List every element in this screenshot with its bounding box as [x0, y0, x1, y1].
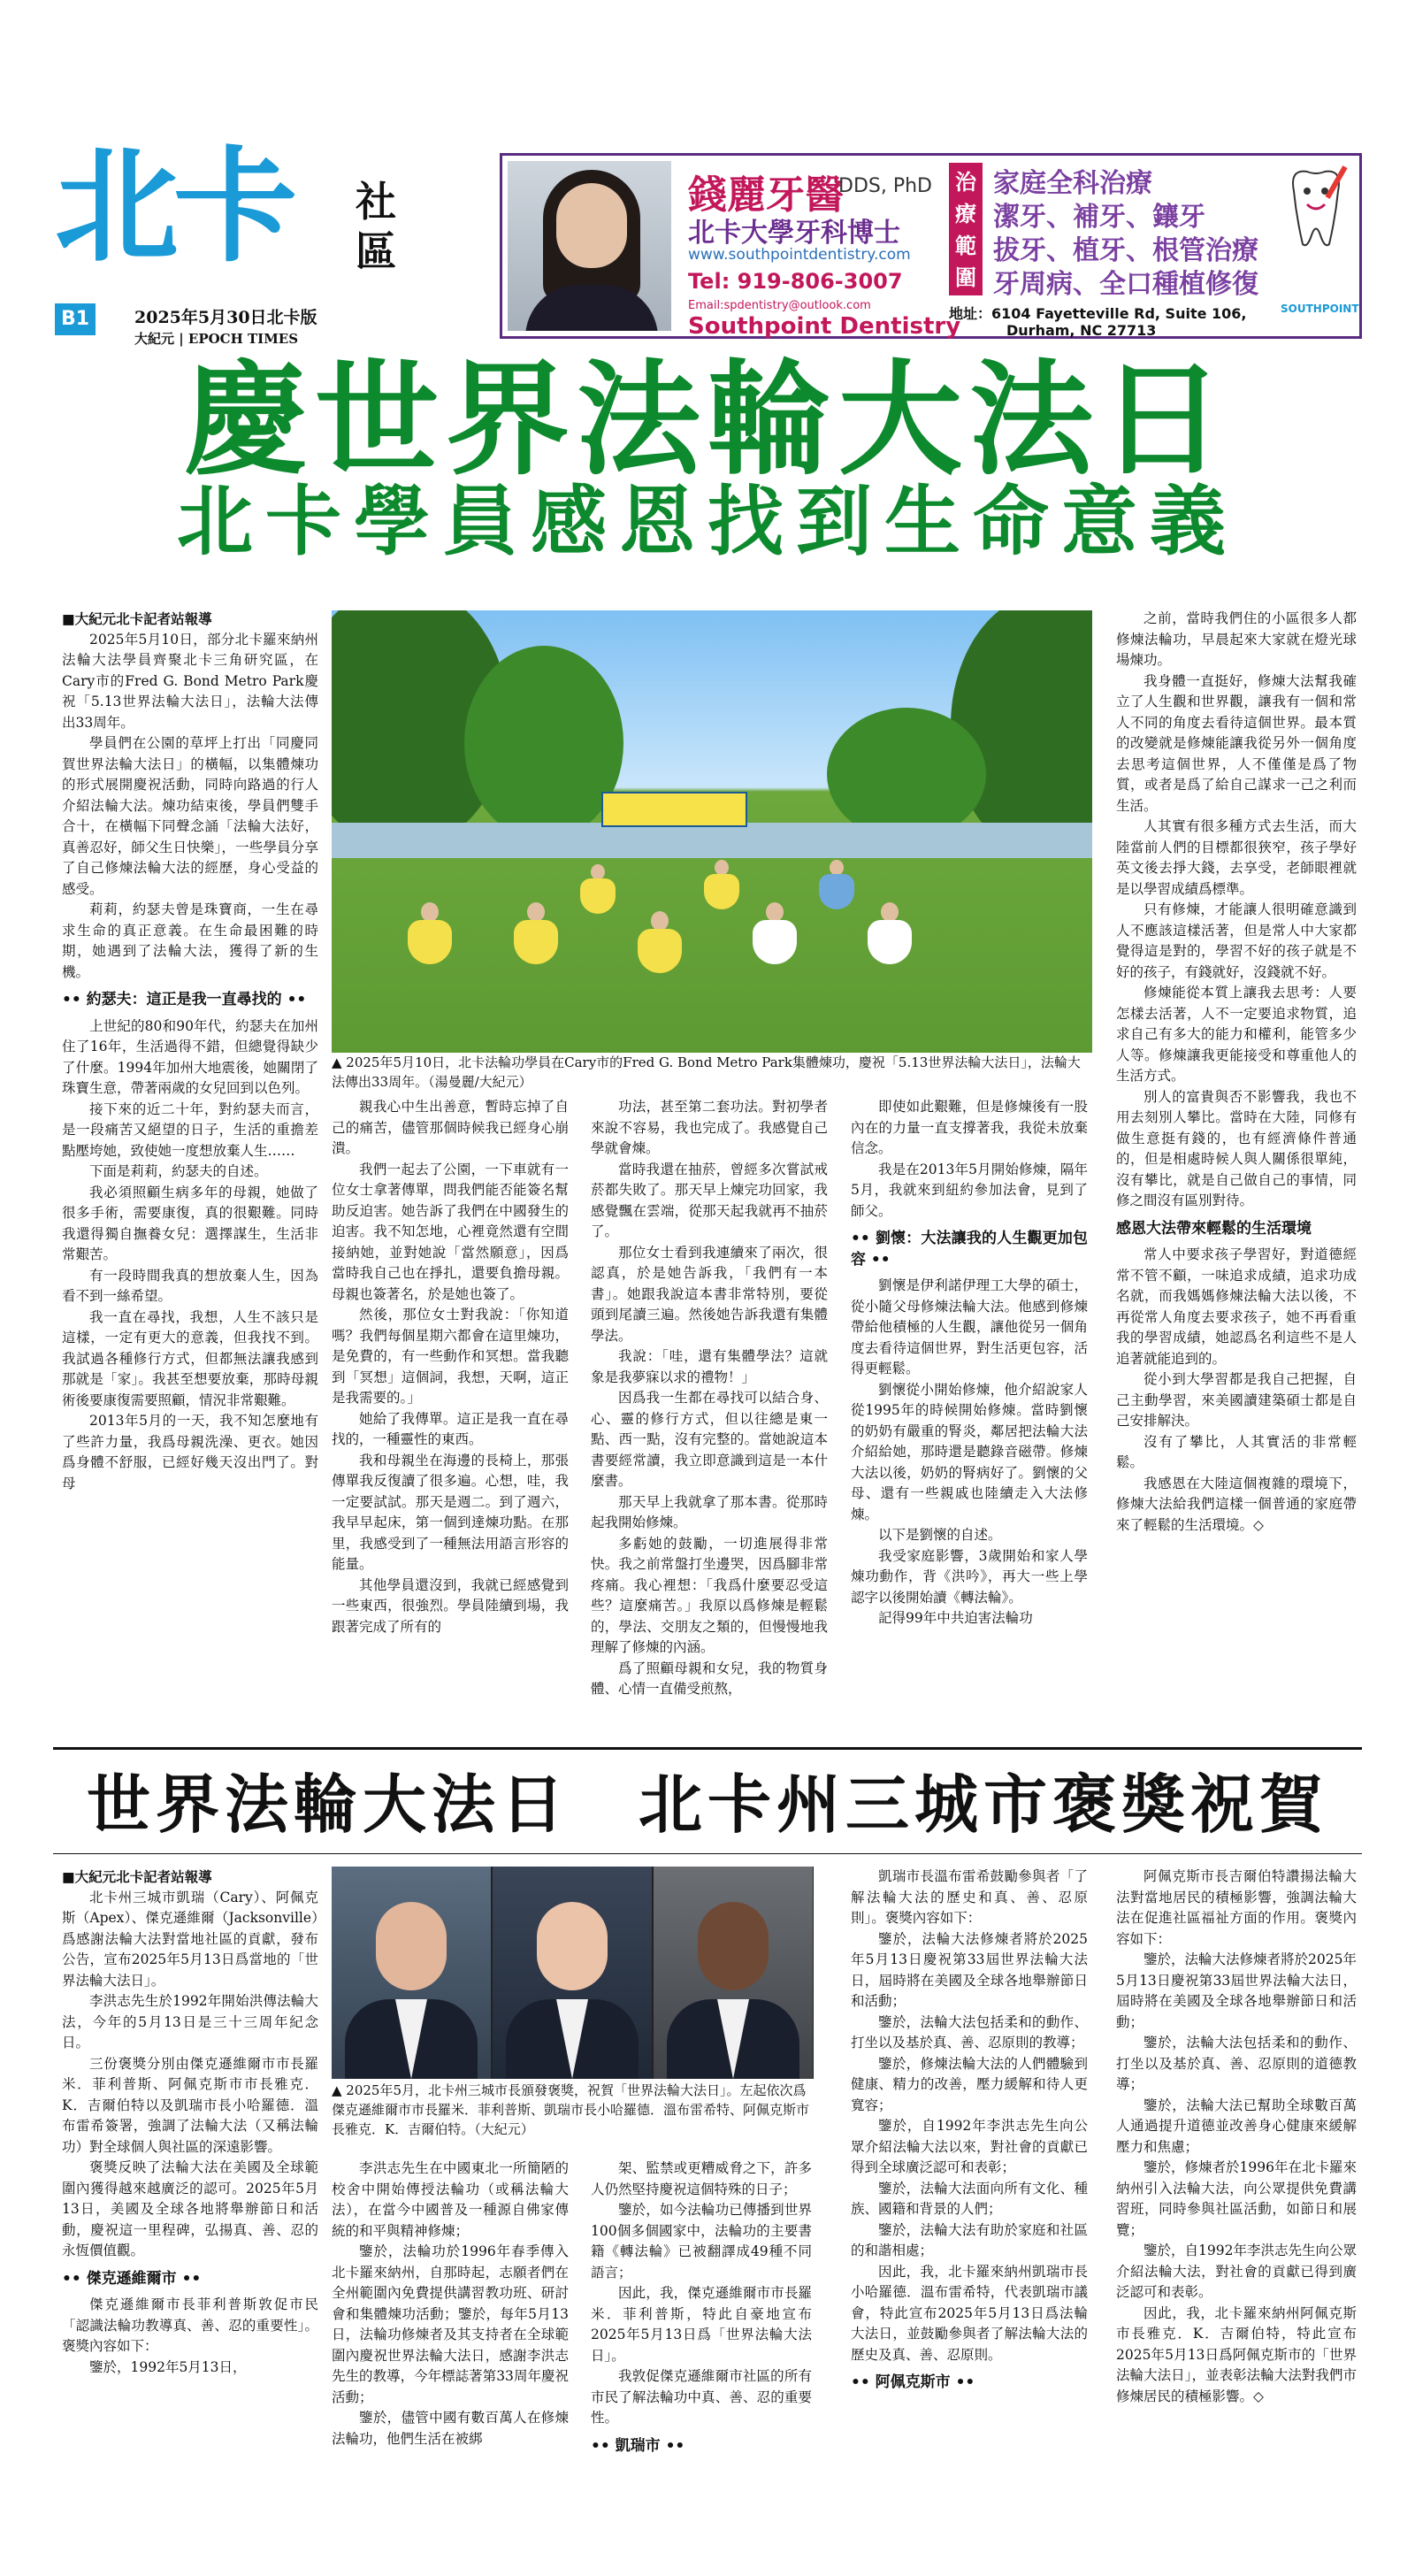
paragraph: 之前，當時我們住的小區很多人都修煉法輪功，早晨起來大家就在燈光球場煉功。 [1116, 610, 1357, 668]
paragraph: 那位女士看到我連續來了兩次，很認真，於是她告訴我，「我們有一本書」。她跟我說這本書非常特別，要從頭到尾讀三遍。然後她告訴我還有集體學法。 [591, 1244, 828, 1344]
ad-website-link[interactable]: www.southpointdentistry.com [688, 246, 911, 264]
paragraph: 爲了照顧母親和女兒，我的物質身體、心情一直備受煎熬， [591, 1660, 828, 1697]
article2-column-4 [851, 1867, 1088, 2399]
exercise-photo [332, 610, 1092, 1053]
paragraph: 修煉能從本質上讓我去思考：人要怎樣去活著，人不一定要追求物質，追求自己有多大的能力和權利，能管多少人等。修煉讓我更能接受和尊重他人的生活方式。 [1116, 985, 1357, 1084]
paragraph: 2013年5月的一天，我不知怎麼地有了些許力量，我爲母親洗澡、更衣。她因爲身體不舒服，已經好幾天沒出門了。對母 [62, 1413, 318, 1491]
article1-column-3 [591, 1097, 828, 1700]
ad-service-item: 潔牙、補牙、鑲牙 [993, 202, 1205, 233]
paragraph: 因此，我，傑克遜維爾市市長羅米．菲利普斯，特此自豪地宣布2025年5月13日爲「世界法輪大法日」。 [591, 2285, 812, 2364]
ad-service-range-label: 治療範圍 [949, 163, 983, 295]
photo-caption: ▲ 2025年5月，北卡州三城市長頒發褒獎，祝賀「世界法輪大法日」。左起依次爲傑克遜維爾市市長羅米．菲利普斯、凱瑞市長小哈羅德．溫布雷希特、阿佩克斯市長雅克．K．吉爾伯特。（大紀元） [332, 2082, 810, 2137]
subheading: •• 阿佩克斯市 •• [851, 2373, 975, 2391]
paragraph: 我和母親坐在海邊的長椅上，那張傳單我反復讀了很多遍。心想，哇，我一定要試試。那天是週二。到了週六，我早早起床，第一個到達煉功點。在那里，我感受到了一種無法用語言形容的能量。 [332, 1452, 569, 1572]
article1-column-1 [62, 609, 318, 1494]
masthead [55, 135, 515, 347]
paragraph: 別人的富貴與否不影響我，我也不用去刻別人攀比。當時在大陸，同修有做生意挺有錢的，也有經濟條件普通的，但是相處時候人與人關係很單純，沒有攀比，就是自己做自己的事情，同修之間沒有區別對待。 [1116, 1088, 1357, 1208]
paragraph: 鑒於，如今法輪功已傳播到世界100個多個國家中，法輪功的主要書籍《轉法輪》已被翻譯成49種不同語言； [591, 2202, 812, 2281]
paragraph: 莉莉，約瑟夫曾是珠寶商，一生在尋求生命的真正意義。在生命最困難的時期，她遇到了法輪大法，獲得了新的生機。 [62, 901, 318, 980]
article2-column-5 [1116, 1867, 1357, 2407]
epoch-times-logo: 大紀元 | EPOCH TIMES [134, 331, 299, 347]
paragraph: 其他學員還沒到，我就已經感覺到一些東西，很強烈。學員陸續到場，我跟著完成了所有的 [332, 1576, 569, 1635]
paragraph: 我受家庭影響，3歲開始和家人學煉功動作，背《洪吟》，再大一些上學認字以後開始讀《轉法輪》。 [851, 1547, 1088, 1606]
ad-address-city: Durham, NC 27713 [1006, 322, 1157, 339]
ad-service-item: 拔牙、植牙、根管治療 [993, 235, 1258, 266]
subheading: •• 約瑟夫：這正是我一直尋找的 •• [62, 991, 307, 1008]
paragraph: 有一段時間我真的想放棄人生，因為看不到一絲希望。 [62, 1267, 318, 1304]
paragraph: 我必須照顧生病多年的母親，她做了很多手術，需要康復，真的很艱難。同時我還得獨自撫養女兒：選擇謀生，生活非常艱苦。 [62, 1184, 318, 1262]
masthead-section: 社區 [356, 178, 396, 275]
paragraph: 褒獎反映了法輪大法在美國及全球範圍內獲得越來越廣泛的認可。2025年5月13日，美國及全球各地將舉辦節日和活動，慶祝這一里程碑，弘揚真、善、忍的永恆價值觀。 [62, 2159, 318, 2258]
paragraph: 那天早上我就拿了那本書。從那時起我開始修煉。 [591, 1493, 828, 1530]
paragraph: 我說：「哇，還有集體學法？這就象是我夢寐以求的禮物！」 [591, 1348, 828, 1385]
masthead-title: 北卡 [55, 135, 293, 280]
ad-degree: DDS, PhD [838, 175, 932, 197]
paragraph: 鑒於，自1992年李洪志先生向公眾介紹法輪大法，對社會的貢獻已得到廣泛認可和表彰。 [1116, 2242, 1357, 2300]
paragraph: 鑒於，法輪大法修煉者將於2025年5月13日慶祝第33屆世界法輪大法日，屆時將在美國及全球各地舉辦節日和活動； [851, 1930, 1088, 2009]
byline: ■大紀元北卡記者站報導 [62, 1868, 212, 1885]
paragraph: 親我心中生出善意，暫時忘掉了自己的痛苦，儘管那個時候我已經身心崩潰。 [332, 1099, 569, 1156]
banner [601, 792, 747, 827]
ad-brand: Southpoint Dentistry [688, 313, 961, 340]
paragraph: 多虧她的鼓勵，一切進展得非常快。我之前常盤打坐邊哭，因爲腳非常疼痛。我心裡想：「我爲什麼要忍受這些？這麼痛苦。」我原以爲修煉是輕鬆的，學法、交朋友之類的，但慢慢地我理解了修煉的內涵。 [591, 1535, 828, 1655]
paragraph: 李洪志先生於1992年開始洪傳法輪大法，今年的5月13日是三十三周年紀念日。 [62, 1993, 318, 2051]
paragraph: 從小到大學習都是我自己把握，自己主動學習，來美國讀建築碩士都是自己安排解決。 [1116, 1371, 1357, 1429]
paragraph: 鑒於，儘管中國有數百萬人在修煉法輪功，他們生活在被綁 [332, 2410, 569, 2447]
paragraph: 因爲我一生都在尋找可以結合身、心、靈的修行方式，但以往總是東一點、西一點，沒有完整的。當她說這本書要經常讀，我立即意識到這是一本什麼書。 [591, 1390, 828, 1489]
paragraph: 當時我還在抽菸，曾經多次嘗試戒菸都失敗了。那天早上煉完功回家，我感覺飄在雲端，從那天起我就再不抽菸了。 [591, 1161, 828, 1239]
mayors-photo [332, 1867, 814, 2079]
byline: ■大紀元北卡記者站報導 [62, 610, 212, 627]
paragraph: 三份褒獎分別由傑克遜維爾市市長羅米．菲利普斯、阿佩克斯市市長雅克．K．吉爾伯特以及凱瑞市長小哈羅德．溫布雷希簽署，強調了法輪大法（又稱法輪功）對全球個人與社區的深遠影響。 [62, 2055, 318, 2155]
paragraph: 因此，我，北卡羅來納州阿佩克斯市長雅克．K．吉爾伯特，特此宣布2025年5月13日爲阿佩克斯市的「世界法輪大法日」，並表彰法輪大法對我們市修煉居民的積極影響。◇ [1116, 2304, 1357, 2404]
paragraph: 只有修煉，才能讓人很明確意識到人不應該這樣活著，但是常人中大家都覺得這是對的，學習不好的孩子就是不好的孩子，有錢就好，沒錢就不好。 [1116, 901, 1357, 980]
paragraph: 鑒於，修煉者於1996年在北卡羅來納州引入法輪大法，向公眾提供免費講習班，同時參與社區活動，如節日和展覽； [1116, 2159, 1357, 2238]
paragraph: 劉懷是伊利諾伊理工大學的碩士，從小隨父母修煉法輪大法。他感到修煉帶給他積極的人生觀，讓他從另一個角度去看待這個世界，對生活更包容，活得更輕鬆。 [851, 1277, 1088, 1376]
paragraph: 鑒於，法輪大法面向所有文化、種族、國籍和背景的人們； [851, 2180, 1088, 2217]
paragraph: 人其實有很多種方式去生活，而大陸當前人們的目標都很狹窄，孩子學好英文後去掙大錢，去享受，老師眼裡就是以學習成績爲標準。 [1116, 818, 1357, 897]
paragraph: 我身體一直挺好，修煉大法幫我確立了人生觀和世界觀，讓我有一個和常人不同的角度去看待這個世界。最本質的改變就是修煉能讓我從另外一個角度去思考這個世界，人不僅僅是爲了物質，或者是爲了給自己謀求一己之利而生活。 [1116, 672, 1357, 814]
paragraph: 2025年5月10日，部分北卡羅來納州法輪大法學員齊聚北卡三角研究區，在Cary市的Fred G. Bond Metro Park慶祝「5.13世界法輪大法日」，法輪大法傳出33周年。 [62, 631, 318, 731]
paragraph: 我一直在尋找，我想，人生不該只是這樣，一定有更大的意義，但我找不到。我試過各種修行方式，但都無法讓我感到那就是「家」。我甚至想要放棄，那時母親術後要康復需要照顧，情況非常艱難。 [62, 1308, 318, 1408]
subheading: •• 劉懷：大法讓我的人生觀更加包容 •• [851, 1230, 1088, 1269]
paragraph: 即使如此艱難，但是修煉後有一股內在的力量一直支撐著我，我從未放棄信念。 [851, 1099, 1088, 1156]
tooth-mascot-icon [1281, 165, 1351, 253]
paragraph: 李洪志先生在中國東北一所簡陋的校舍中開始傳授法輪功（或稱法輪大法），在當今中國普及一種源自佛家傳統的和平與精神修煉； [332, 2160, 569, 2239]
paragraph: 阿佩克斯市長吉爾伯特讚揚法輪大法對當地居民的積極影響，強調法輪大法在促進社區福祉方面的作用。褒獎內容如下： [1116, 1868, 1357, 1947]
ad-service-item: 牙周病、全口種植修復 [993, 269, 1258, 300]
paragraph: 傑克遜維爾市長菲利普斯敦促市民「認識法輪功教導真、善、忍的重要性」。褒獎內容如下： [62, 2296, 318, 2354]
photo-caption: ▲ 2025年5月10日，北卡法輪功學員在Cary市的Fred G. Bond Metro Park集體煉功，慶祝「5.13世界法輪大法日」，法輪大法傳出33周年。（湯曼麗/大紀元） [332, 1054, 1081, 1090]
paragraph: 沒有了攀比，人其實活的非常輕鬆。 [1116, 1433, 1357, 1470]
ad-dentist-name: 錢麗牙醫 [688, 172, 844, 218]
paragraph: 接下來的近二十年，對約瑟夫而言，是一段痛苦又絕望的日子，生活的重擔差點壓垮她，致使她一度想放棄人生…… [62, 1100, 318, 1159]
paragraph: 凱瑞市長溫布雷希鼓勵參與者「了解法輪大法的歷史和真、善、忍原則」。褒獎內容如下： [851, 1868, 1088, 1926]
subheading: •• 傑克遜維爾市 •• [62, 2269, 202, 2288]
paragraph: 鑒於，法輪功於1996年春季傳入北卡羅來納州，自那時起，志願者們在全州範圍內免費提供講習教功班、研討會和集體煉功活動；鑒於，每年5月13日，法輪功修煉者及其支持者在全球範圍內慶祝世界法輪大法日，感謝李洪志先生的教導，今年標誌著第33周年慶祝活動； [332, 2243, 569, 2405]
paragraph: 我是在2013年5月開始修煉，隔年5月，我就來到紐約參加法會，見到了師父。 [851, 1161, 1088, 1219]
paragraph: 我們一起去了公園，一下車就有一位女士拿著傳單，問我們能否能簽名幫助反迫害。她告訴了我們在中國發生的迫害。我不知怎地，心裡竟然還有空間接納她，並對她說「當然願意」，因爲當時我自己也在掙扎，還要負擔母親。母親也簽著名，於是她也簽了。 [332, 1161, 569, 1302]
paragraph: 鑒於，修煉法輪大法的人們體驗到健康、精力的改善，壓力緩解和待人更寬容； [851, 2055, 1088, 2113]
dentist-ad[interactable] [500, 153, 1362, 339]
paragraph: 劉懷從小開始修煉，他介紹說家人從1995年的時候開始修煉。當時劉懷的奶奶有嚴重的腎炎，鄰居把法輪大法介紹給她，那時還是聽錄音磁帶。修煉大法以後，奶奶的腎病好了。劉懷的父母、還有一些親戚也陸續走入大法修煉。 [851, 1381, 1088, 1522]
paragraph: 上世紀的80和90年代，約瑟夫在加州住了16年，生活過得不錯，但總覺得缺少了什麼。1994年加州大地震後，她關閉了珠寶生意，帶著兩歲的女兒回到以色列。 [62, 1017, 318, 1096]
page-badge: B1 [55, 303, 96, 335]
paragraph: 記得99年中共迫害法輪功 [878, 1610, 1033, 1626]
ad-service-item: 家庭全科治療 [993, 168, 1152, 199]
paragraph: 我感恩在大陸這個複雜的環境下，修煉大法給我們這樣一個普通的家庭帶來了輕鬆的生活環境。◇ [1116, 1475, 1357, 1533]
ad-phone[interactable]: Tel: 919-806-3007 [688, 269, 903, 294]
paragraph: 下面是莉莉，約瑟夫的自述。 [89, 1163, 268, 1179]
ad-title: 北卡大學牙科博士 [688, 218, 900, 249]
subheading: 感恩大法帶來輕鬆的生活環境 [1116, 1219, 1312, 1238]
paragraph: 鑒於，法輪大法已幫助全球數百萬人通過提升道德並改善身心健康來緩解壓力和焦慮； [1116, 2097, 1357, 2155]
subheading: •• 凱瑞市 •• [591, 2436, 685, 2455]
paragraph: 鑒於，法輪大法有助於家庭和社區的和諧相處； [851, 2221, 1088, 2258]
dentist-photo [508, 161, 671, 331]
paragraph: 她給了我傳單。這正是我一直在尋找的，一種靈性的東西。 [332, 1410, 569, 1447]
paragraph: 鑒於，法輪大法包括柔和的動作、打坐以及基於真、善、忍原則的道德教導； [1116, 2035, 1357, 2092]
paragraph: 架、監禁或更糟威脅之下，許多人仍然堅持慶祝這個特殊的日子； [591, 2160, 812, 2197]
headline-rule [53, 1853, 1362, 1854]
paragraph: 學員們在公園的草坪上打出「同慶同賀世界法輪大法日」的橫幅，以集體煉功的形式展開慶祝活動，同時向路過的行人介紹法輪大法。煉功結束後，學員們雙手合十，在橫幅下同聲念誦「法輪大法好，真善忍好，師父生日快樂」，一些學員分享了自己修煉法輪大法的經歷，身心受益的感受。 [62, 735, 318, 897]
paragraph: 常人中要求孩子學習好，對道德經常不管不顧，一味追求成績，追求功成名就，而我媽媽修煉法輪大法以後，不再從常人角度去要求孩子，她不再看重我的學習成績，她認爲名利這些不是人追著就能追到的。 [1116, 1246, 1357, 1367]
article1-headline: 慶世界法輪大法日 [183, 348, 1231, 493]
article1-column-4 [851, 1097, 1088, 1629]
article1-column-2 [332, 1097, 569, 1637]
article1-subheadline: 北卡學員感恩找到生命意義 [177, 477, 1238, 566]
article2-column-1 [62, 1867, 318, 2378]
paragraph: 因此，我，北卡羅來納州凱瑞市長小哈羅德．溫布雷希特，代表凱瑞市議會，特此宣布2025年5月13日爲法輪大法日，並鼓勵參與者了解法輪大法的歷史及真、善、忍原則。 [851, 2263, 1088, 2363]
paragraph: 鑒於，自1992年李洪志先生向公眾介紹法輪大法以來，對社會的貢獻已得到全球廣泛認可和表彰； [851, 2118, 1088, 2175]
paragraph: 功法，甚至第二套功法。對初學者來說不容易，我也完成了。我感覺自己學就會煉。 [591, 1099, 828, 1156]
paragraph: 北卡州三城市凱瑞（Cary）、阿佩克斯（Apex）、傑克遜維爾（Jacksonville）爲感謝法輪大法對當地社區的貢獻，發布公告，宣布2025年5月13日爲當地的「世界法輪大法日」。 [62, 1889, 318, 1989]
ad-address: 地址：6104 Fayetteville Rd, Suite 106, [949, 305, 1247, 322]
paragraph: 然後，那位女士對我說：「你知道嗎？我們每個星期六都會在這里煉功，是免費的，有一些動作和冥想。當我聽到「冥想」這個詞，我想，天啊，這正是我需要的。」 [332, 1307, 569, 1406]
section-divider [53, 1747, 1362, 1750]
article2-column-2 [332, 2158, 569, 2450]
article2-column-3 [591, 2158, 812, 2462]
paragraph: 鑒於，法輪大法包括柔和的動作、打坐以及基於真、善、忍原則的教導； [851, 2013, 1088, 2051]
article2-headline: 世界法輪大法日 北卡州三城市褒獎祝賀 [86, 1767, 1328, 1842]
paragraph: 鑒於，1992年5月13日， [89, 2358, 247, 2375]
article1-column-5 [1116, 609, 1357, 1536]
paragraph: 我敦促傑克遜維爾市社區的所有市民了解法輪功中真、善、忍的重要性。 [591, 2368, 812, 2426]
paragraph: 以下是劉懷的自述。 [878, 1527, 1002, 1543]
ad-logo: SOUTHPOINT [1281, 303, 1359, 315]
ad-email[interactable]: Email:spdentistry@outlook.com [688, 299, 871, 312]
issue-date: 2025年5月30日北卡版 [134, 308, 317, 327]
paragraph: 鑒於，法輪大法修煉者將於2025年5月13日慶祝第33屆世界法輪大法日，屆時將在美國及全球各地舉辦節日和活動； [1116, 1951, 1357, 2030]
